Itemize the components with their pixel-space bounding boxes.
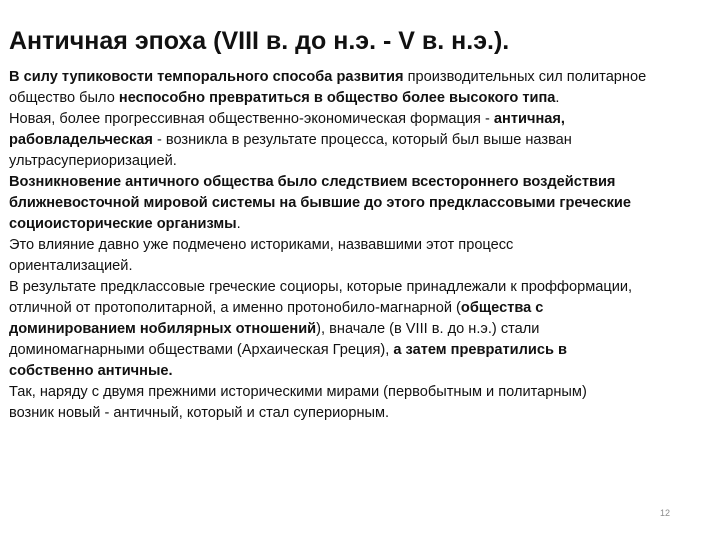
text-line	[9, 88, 715, 109]
text-run: Это влияние давно уже подмечено историками, назвавшими этот процесс	[9, 237, 514, 253]
text-line	[9, 235, 715, 256]
bold-text-run: а затем превратились в	[393, 342, 567, 358]
text-line	[9, 151, 715, 172]
text-run: отличной от протополитарной, а именно протонобило-магнарной (	[9, 300, 461, 316]
text-run: ориентализацией.	[9, 258, 133, 274]
bold-text-run: общества с	[460, 300, 544, 316]
text-run: ), вначале (в VIII в. до н.э.) стали	[316, 321, 540, 337]
paragraph	[9, 382, 715, 424]
paragraph	[9, 277, 715, 382]
text-line	[9, 382, 715, 403]
bold-text-run: социоисторические организмы	[9, 216, 237, 232]
paragraph	[9, 109, 715, 172]
text-run: ультрасупериоризацией.	[9, 153, 177, 169]
text-line	[9, 361, 715, 382]
text-line	[9, 319, 715, 340]
bold-text-run: Возникновение античного общества было следствием всестороннего воздействия	[9, 174, 616, 190]
text-line	[9, 109, 715, 130]
text-line	[9, 214, 715, 235]
bold-text-run: В силу тупиковости темпорального способа развития	[9, 69, 404, 85]
bold-text-run: доминированием нобилярных отношений	[9, 321, 317, 337]
bold-text-run: античная,	[493, 111, 565, 127]
text-line	[9, 172, 715, 193]
text-run: В результате предклассовые греческие социоры, которые принадлежали к профформации,	[9, 279, 633, 295]
page-number: 12	[660, 508, 671, 518]
text-run: возник новый - античный, который и стал супериорным.	[9, 405, 390, 421]
bold-text-run: неспособно превратиться в общество более высокого типа	[118, 90, 556, 106]
text-run: доминомагнарными обществами (Архаическая Греция),	[9, 342, 394, 358]
text-run: общество было	[9, 90, 119, 106]
text-line	[9, 277, 715, 298]
text-line	[9, 193, 715, 214]
text-run: .	[555, 90, 560, 106]
paragraph	[9, 235, 715, 277]
bold-text-run: собственно античные.	[9, 363, 173, 379]
text-line	[9, 298, 715, 319]
text-run: Новая, более прогрессивная общественно-экономическая формация -	[9, 111, 494, 127]
text-run: .	[236, 216, 241, 232]
text-run: - возникла в результате процесса, который был выше назван	[152, 132, 572, 148]
text-line	[9, 130, 715, 151]
bold-text-run: ближневосточной мировой системы на бывшие до этого предклассовыми греческие	[9, 195, 632, 211]
slide-body	[9, 67, 715, 424]
text-run: производительных сил политарное	[403, 69, 647, 85]
paragraph	[9, 67, 715, 109]
bold-text-run: рабовладельческая	[9, 132, 153, 148]
text-line	[9, 67, 715, 88]
text-line	[9, 403, 715, 424]
text-run: Так, наряду с двумя прежними историческими мирами (первобытным и политарным)	[9, 384, 587, 400]
paragraph	[9, 172, 715, 235]
text-line	[9, 256, 715, 277]
text-line	[9, 340, 715, 361]
slide-title: Античная эпоха (VIII в. до н.э. - V в. н.э.).	[9, 27, 510, 55]
